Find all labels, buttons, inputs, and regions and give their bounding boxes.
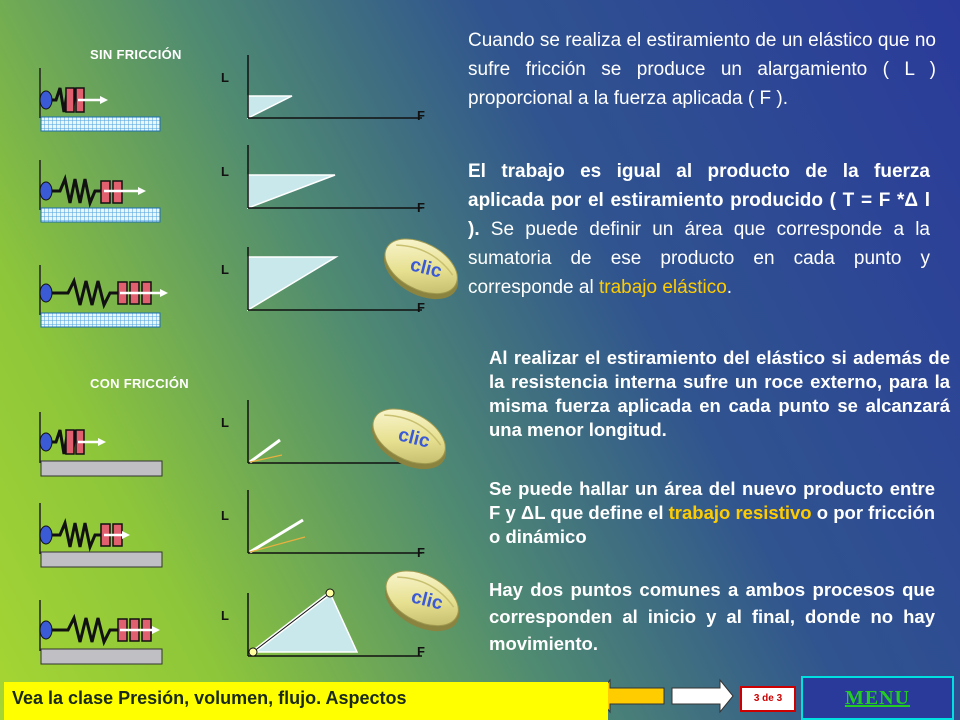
clic-label: clic xyxy=(409,586,445,615)
spring-diagram-2 xyxy=(40,160,160,222)
spring-diagram-5 xyxy=(40,503,162,567)
axis-label-f: F xyxy=(417,300,425,315)
label-con-friccion: CON FRICCIÓN xyxy=(90,376,189,391)
axis-label-l: L xyxy=(221,262,229,277)
paragraph-resistivo-a: Se puede hallar un área del nuevo producto entre F y ΔL que define el xyxy=(489,478,935,523)
page-indicator: 3 de 3 xyxy=(740,686,796,712)
axis-label-f: F xyxy=(417,200,425,215)
spring-diagram-1 xyxy=(40,68,160,131)
clic-label: clic xyxy=(396,424,432,453)
paragraph-friccion: Al realizar el estiramiento del elástico si además de la resistencia interna sufre un roce externo, para la misma fuerza aplicada en cada punto se alcanzará una menor longitud. xyxy=(489,347,950,440)
trabajo-elastico-highlight: trabajo elástico xyxy=(598,277,727,298)
clic-button[interactable] xyxy=(368,408,453,470)
axis-label-l: L xyxy=(221,415,229,430)
graph-sin-2 xyxy=(248,145,422,208)
axis-label-f: F xyxy=(417,108,425,123)
label-sin-friccion: SIN FRICCIÓN xyxy=(90,47,182,62)
spring-diagram-3 xyxy=(40,265,168,327)
graph-sin-1 xyxy=(248,55,422,118)
paragraph-trabajo-normal: Se puede definir un área que corresponde a la sumatoria de ese producto en cada punto y corresponde al xyxy=(468,219,930,298)
axis-label-f: F xyxy=(417,545,425,560)
axis-label-f: F xyxy=(417,644,425,659)
clic-button[interactable] xyxy=(380,238,465,300)
paragraph-resistivo-b: o por fricción o dinámico xyxy=(489,502,936,547)
paragraph-trabajo-elastico xyxy=(468,157,930,302)
paragraph-intro: Cuando se realiza el estiramiento de un elástico que no sufre fricción se produce un alargamiento ( L ) proporcional a la fuerza aplicada ( F ). xyxy=(468,30,936,109)
spring-diagram-6 xyxy=(40,600,162,664)
axis-label-l: L xyxy=(221,608,229,623)
paragraph-puntos-comunes: Hay dos puntos comunes a ambos procesos que corresponden al inicio y al final, donde no hay movimiento. xyxy=(489,579,935,654)
clic-button[interactable] xyxy=(381,570,466,632)
axis-label-l: L xyxy=(221,164,229,179)
paragraph-trabajo-bold: El trabajo es igual al producto de la fuerza aplicada por el estiramiento producido ( T = F *Δ l ). xyxy=(468,161,930,240)
next-arrow[interactable] xyxy=(672,680,733,712)
trabajo-resistivo-highlight: trabajo resistivo xyxy=(668,502,812,523)
clic-label: clic xyxy=(408,254,444,283)
spring-diagram-4 xyxy=(40,412,162,476)
graph-con-2 xyxy=(248,490,422,553)
axis-label-l: L xyxy=(221,508,229,523)
axis-label-l: L xyxy=(221,70,229,85)
menu-button[interactable]: MENU xyxy=(801,676,954,720)
paragraph-trabajo-resistivo xyxy=(489,477,935,549)
paragraph-trabajo-end: . xyxy=(726,277,733,298)
footer-link[interactable]: Vea la clase Presión, volumen, flujo. Aspectos xyxy=(4,682,608,720)
